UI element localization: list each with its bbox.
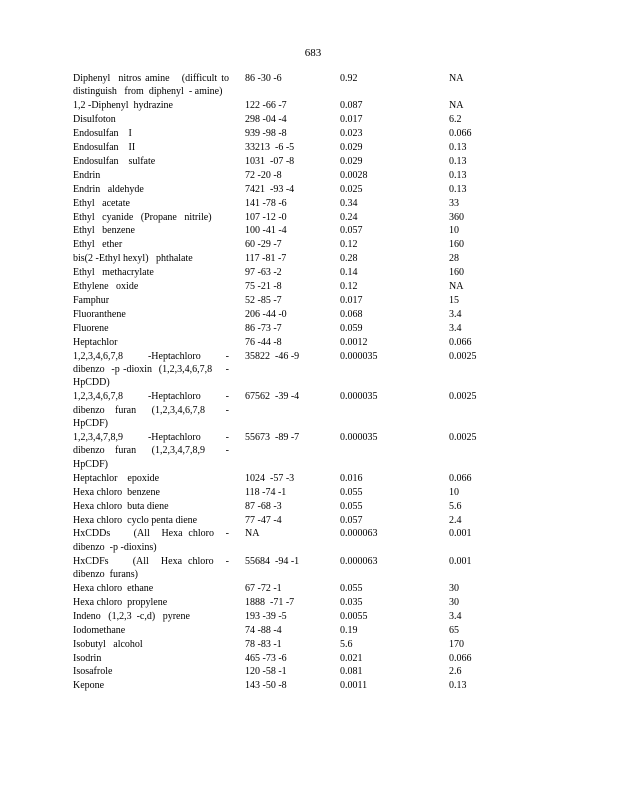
table-row <box>73 555 553 582</box>
nonwastewater-standard-cell: 0.066 <box>449 472 472 484</box>
chemical-name-cell: Fluoranthene <box>73 308 126 320</box>
chemical-name-cell: Endosulfan II <box>73 142 136 154</box>
table-row <box>73 390 553 430</box>
cas-number-cell: 117 -81 -7 <box>245 253 287 265</box>
wastewater-standard-cell: 0.087 <box>340 100 363 112</box>
chemical-name-cell: Hexa chloro buta diene <box>73 500 169 512</box>
cas-number-cell: 298 -04 -4 <box>245 114 287 126</box>
wastewater-standard-cell: 0.19 <box>340 624 358 636</box>
chemical-table <box>73 72 553 693</box>
wastewater-standard-cell: 0.023 <box>340 128 363 140</box>
wastewater-standard-cell: 0.029 <box>340 155 363 167</box>
chemical-name-cell: HxCDFs (All Hexa chloro - dibenzo furans) <box>73 555 232 581</box>
wastewater-standard-cell: 0.24 <box>340 211 358 223</box>
cas-number-cell: 206 -44 -0 <box>245 308 287 320</box>
cas-number-cell: 67 -72 -1 <box>245 583 282 595</box>
cas-number-cell: 78 -83 -1 <box>245 638 282 650</box>
table-row <box>73 514 553 527</box>
table-row <box>73 238 553 251</box>
cas-number-cell: 193 -39 -5 <box>245 610 287 622</box>
wastewater-standard-cell: 0.12 <box>340 281 358 293</box>
cas-number-cell: 86 -30 -6 <box>245 73 282 84</box>
cas-number-cell: 55684 -94 -1 <box>245 555 300 567</box>
cas-number-cell: 77 -47 -4 <box>245 514 282 526</box>
chemical-name-cell: Endosulfan I <box>73 128 132 140</box>
cas-number-cell: 1888 -71 -7 <box>245 596 295 608</box>
nonwastewater-standard-cell: 0.001 <box>449 528 472 540</box>
chemical-name-cell: Iodomethane <box>73 624 126 636</box>
nonwastewater-standard-cell: 0.0025 <box>449 350 477 362</box>
nonwastewater-standard-cell: 5.6 <box>449 500 462 512</box>
cas-number-cell: 72 -20 -8 <box>245 169 282 181</box>
nonwastewater-standard-cell: 3.4 <box>449 308 462 320</box>
wastewater-standard-cell: 0.000063 <box>340 555 378 567</box>
nonwastewater-standard-cell: 3.4 <box>449 610 462 622</box>
wastewater-standard-cell: 0.021 <box>340 652 363 664</box>
wastewater-standard-cell: 0.000063 <box>340 528 378 540</box>
cas-number-cell: 141 -78 -6 <box>245 197 287 209</box>
chemical-name-cell: Ethyl benzene <box>73 225 135 237</box>
nonwastewater-standard-cell: 360 <box>449 211 464 223</box>
wastewater-standard-cell: 0.14 <box>340 267 358 279</box>
wastewater-standard-cell: 0.025 <box>340 183 363 195</box>
table-row <box>73 308 553 321</box>
nonwastewater-standard-cell: 0.001 <box>449 555 472 567</box>
wastewater-standard-cell: 0.0012 <box>340 336 368 348</box>
table-row <box>73 280 553 293</box>
nonwastewater-standard-cell: 160 <box>449 239 464 251</box>
page-number: 683 <box>304 47 322 59</box>
nonwastewater-standard-cell: 28 <box>449 253 459 265</box>
chemical-name-cell: 1,2,3,4,6,7,8 -Heptachloro - dibenzo -p -dioxin (1,2,3,4,6,7,8 - HpCDD) <box>73 350 232 389</box>
chemical-name-cell: Endrin <box>73 169 101 181</box>
table-row <box>73 127 553 140</box>
wastewater-standard-cell: 0.081 <box>340 666 363 678</box>
chemical-name-cell: 1,2,3,4,6,7,8 -Heptachloro - dibenzo furan (1,2,3,4,6,7,8 - HpCDF) <box>73 391 232 430</box>
table-row <box>73 322 553 335</box>
cas-number-cell: 465 -73 -6 <box>245 652 287 664</box>
nonwastewater-standard-cell: NA <box>449 73 464 84</box>
nonwastewater-standard-cell: 0.13 <box>449 142 467 154</box>
wastewater-standard-cell: 0.055 <box>340 486 363 498</box>
cas-number-cell: 143 -50 -8 <box>245 680 287 692</box>
cas-number-cell: 1024 -57 -3 <box>245 472 295 484</box>
chemical-name-cell: Ethylene oxide <box>73 281 139 293</box>
wastewater-standard-cell: 0.000035 <box>340 350 378 362</box>
cas-number-cell: 118 -74 -1 <box>245 486 287 498</box>
cas-number-cell: 76 -44 -8 <box>245 336 282 348</box>
table-row <box>73 350 553 390</box>
nonwastewater-standard-cell: 0.13 <box>449 169 467 181</box>
table-row <box>73 252 553 265</box>
nonwastewater-standard-cell: 6.2 <box>449 114 462 126</box>
nonwastewater-standard-cell: 0.0025 <box>449 432 477 444</box>
wastewater-standard-cell: 0.029 <box>340 142 363 154</box>
table-row <box>73 610 553 623</box>
wastewater-standard-cell: 0.000035 <box>340 391 378 403</box>
cas-number-cell: 1031 -07 -8 <box>245 155 295 167</box>
table-row <box>73 266 553 279</box>
table-row <box>73 99 553 112</box>
nonwastewater-standard-cell: 170 <box>449 638 464 650</box>
chemical-name-cell: bis(2 -Ethyl hexyl) phthalate <box>73 253 193 265</box>
cas-number-cell: 74 -88 -4 <box>245 624 282 636</box>
chemical-name-cell: Indeno (1,2,3 -c,d) pyrene <box>73 610 190 622</box>
nonwastewater-standard-cell: 2.4 <box>449 514 462 526</box>
nonwastewater-standard-cell: 160 <box>449 267 464 279</box>
cas-number-cell: 86 -73 -7 <box>245 322 282 334</box>
table-row <box>73 155 553 168</box>
chemical-name-cell: Heptachlor epoxide <box>73 472 160 484</box>
chemical-name-cell: Ethyl cyanide (Propane nitrile) <box>73 211 212 223</box>
table-row <box>73 472 553 485</box>
chemical-name-cell: Heptachlor <box>73 336 118 348</box>
chemical-name-cell: Ethyl acetate <box>73 197 130 209</box>
table-row <box>73 527 553 554</box>
wastewater-standard-cell: 0.057 <box>340 514 363 526</box>
wastewater-standard-cell: 0.055 <box>340 583 363 595</box>
nonwastewater-standard-cell: 10 <box>449 225 459 237</box>
chemical-name-cell: 1,2 -Diphenyl hydrazine <box>73 100 173 112</box>
nonwastewater-standard-cell: 0.13 <box>449 183 467 195</box>
nonwastewater-standard-cell: 0.13 <box>449 155 467 167</box>
cas-number-cell: 67562 -39 -4 <box>245 391 300 403</box>
table-row <box>73 638 553 651</box>
cas-number-cell: 7421 -93 -4 <box>245 183 295 195</box>
cas-number-cell: 107 -12 -0 <box>245 211 287 223</box>
nonwastewater-standard-cell: 30 <box>449 583 459 595</box>
cas-number-cell: 122 -66 -7 <box>245 100 287 112</box>
wastewater-standard-cell: 0.057 <box>340 225 363 237</box>
chemical-name-cell: Fluorene <box>73 322 109 334</box>
table-row <box>73 224 553 237</box>
wastewater-standard-cell: 0.016 <box>340 472 363 484</box>
chemical-name-cell: Hexa chloro benzene <box>73 486 160 498</box>
chemical-name-cell: Famphur <box>73 295 110 306</box>
nonwastewater-standard-cell: 0.13 <box>449 680 467 692</box>
wastewater-standard-cell: 0.34 <box>340 197 358 209</box>
nonwastewater-standard-cell: 0.066 <box>449 652 472 664</box>
table-row <box>73 431 553 471</box>
table-row <box>73 624 553 637</box>
cas-number-cell: 60 -29 -7 <box>245 239 282 251</box>
nonwastewater-standard-cell: 65 <box>449 624 459 636</box>
nonwastewater-standard-cell: 0.0025 <box>449 391 477 403</box>
table-row <box>73 169 553 182</box>
chemical-name-cell: Isobutyl alcohol <box>73 638 143 650</box>
wastewater-standard-cell: 0.059 <box>340 322 363 334</box>
wastewater-standard-cell: 0.92 <box>340 73 358 84</box>
chemical-name-cell: Endrin aldehyde <box>73 183 144 195</box>
nonwastewater-standard-cell: 2.6 <box>449 666 462 678</box>
cas-number-cell: 33213 -6 -5 <box>245 142 295 154</box>
wastewater-standard-cell: 0.017 <box>340 295 363 306</box>
table-row <box>73 197 553 210</box>
table-row <box>73 72 553 99</box>
wastewater-standard-cell: 0.12 <box>340 239 358 251</box>
wastewater-standard-cell: 0.000035 <box>340 432 378 444</box>
chemical-name-cell: Ethyl methacrylate <box>73 267 154 279</box>
nonwastewater-standard-cell: 0.066 <box>449 336 472 348</box>
cas-number-cell: 52 -85 -7 <box>245 295 282 306</box>
table-row <box>73 500 553 513</box>
cas-number-cell: 120 -58 -1 <box>245 666 287 678</box>
table-row <box>73 294 553 307</box>
chemical-name-cell: Disulfoton <box>73 114 116 126</box>
wastewater-standard-cell: 0.0055 <box>340 610 368 622</box>
table-row <box>73 665 553 678</box>
table-row <box>73 679 553 692</box>
chemical-name-cell: Endosulfan sulfate <box>73 155 156 167</box>
nonwastewater-standard-cell: 33 <box>449 197 459 209</box>
wastewater-standard-cell: 0.055 <box>340 500 363 512</box>
wastewater-standard-cell: 5.6 <box>340 638 353 650</box>
cas-number-cell: 75 -21 -8 <box>245 281 282 293</box>
wastewater-standard-cell: 0.28 <box>340 253 358 265</box>
chemical-name-cell: Isodrin <box>73 652 102 664</box>
chemical-name-cell: HxCDDs (All Hexa chloro - dibenzo -p -dioxins) <box>73 528 232 553</box>
nonwastewater-standard-cell: 0.066 <box>449 128 472 140</box>
nonwastewater-standard-cell: 15 <box>449 295 459 306</box>
chemical-name-cell: Isosafrole <box>73 666 113 678</box>
table-row <box>73 141 553 154</box>
cas-number-cell: 35822 -46 -9 <box>245 350 300 362</box>
wastewater-standard-cell: 0.035 <box>340 596 363 608</box>
nonwastewater-standard-cell: NA <box>449 281 464 293</box>
chemical-name-cell: 1,2,3,4,7,8,9 -Heptachloro - dibenzo furan (1,2,3,4,7,8,9 - HpCDF) <box>73 432 232 470</box>
cas-number-cell: 55673 -89 -7 <box>245 432 300 444</box>
chemical-name-cell: Hexa chloro cyclo penta diene <box>73 514 198 526</box>
nonwastewater-standard-cell: 10 <box>449 486 459 498</box>
chemical-name-cell: Kepone <box>73 680 105 692</box>
table-row <box>73 582 553 595</box>
table-row <box>73 652 553 665</box>
wastewater-standard-cell: 0.0011 <box>340 680 368 692</box>
wastewater-standard-cell: 0.017 <box>340 114 363 126</box>
chemical-name-cell: Hexa chloro ethane <box>73 583 154 595</box>
table-row <box>73 211 553 224</box>
cas-number-cell: NA <box>245 528 260 540</box>
cas-number-cell: 87 -68 -3 <box>245 500 282 512</box>
nonwastewater-standard-cell: 3.4 <box>449 322 462 334</box>
table-row <box>73 183 553 196</box>
table-row <box>73 336 553 349</box>
table-row <box>73 113 553 126</box>
cas-number-cell: 97 -63 -2 <box>245 267 282 279</box>
nonwastewater-standard-cell: NA <box>449 100 464 112</box>
wastewater-standard-cell: 0.0028 <box>340 169 368 181</box>
chemical-name-cell: Hexa chloro propylene <box>73 596 168 608</box>
table-row <box>73 596 553 609</box>
cas-number-cell: 100 -41 -4 <box>245 225 287 237</box>
nonwastewater-standard-cell: 30 <box>449 596 459 608</box>
chemical-name-cell: Diphenyl nitros amine (difficult to distinguish from diphenyl - amine) <box>73 73 232 98</box>
cas-number-cell: 939 -98 -8 <box>245 128 287 140</box>
table-row <box>73 486 553 499</box>
wastewater-standard-cell: 0.068 <box>340 308 363 320</box>
chemical-name-cell: Ethyl ether <box>73 239 123 251</box>
